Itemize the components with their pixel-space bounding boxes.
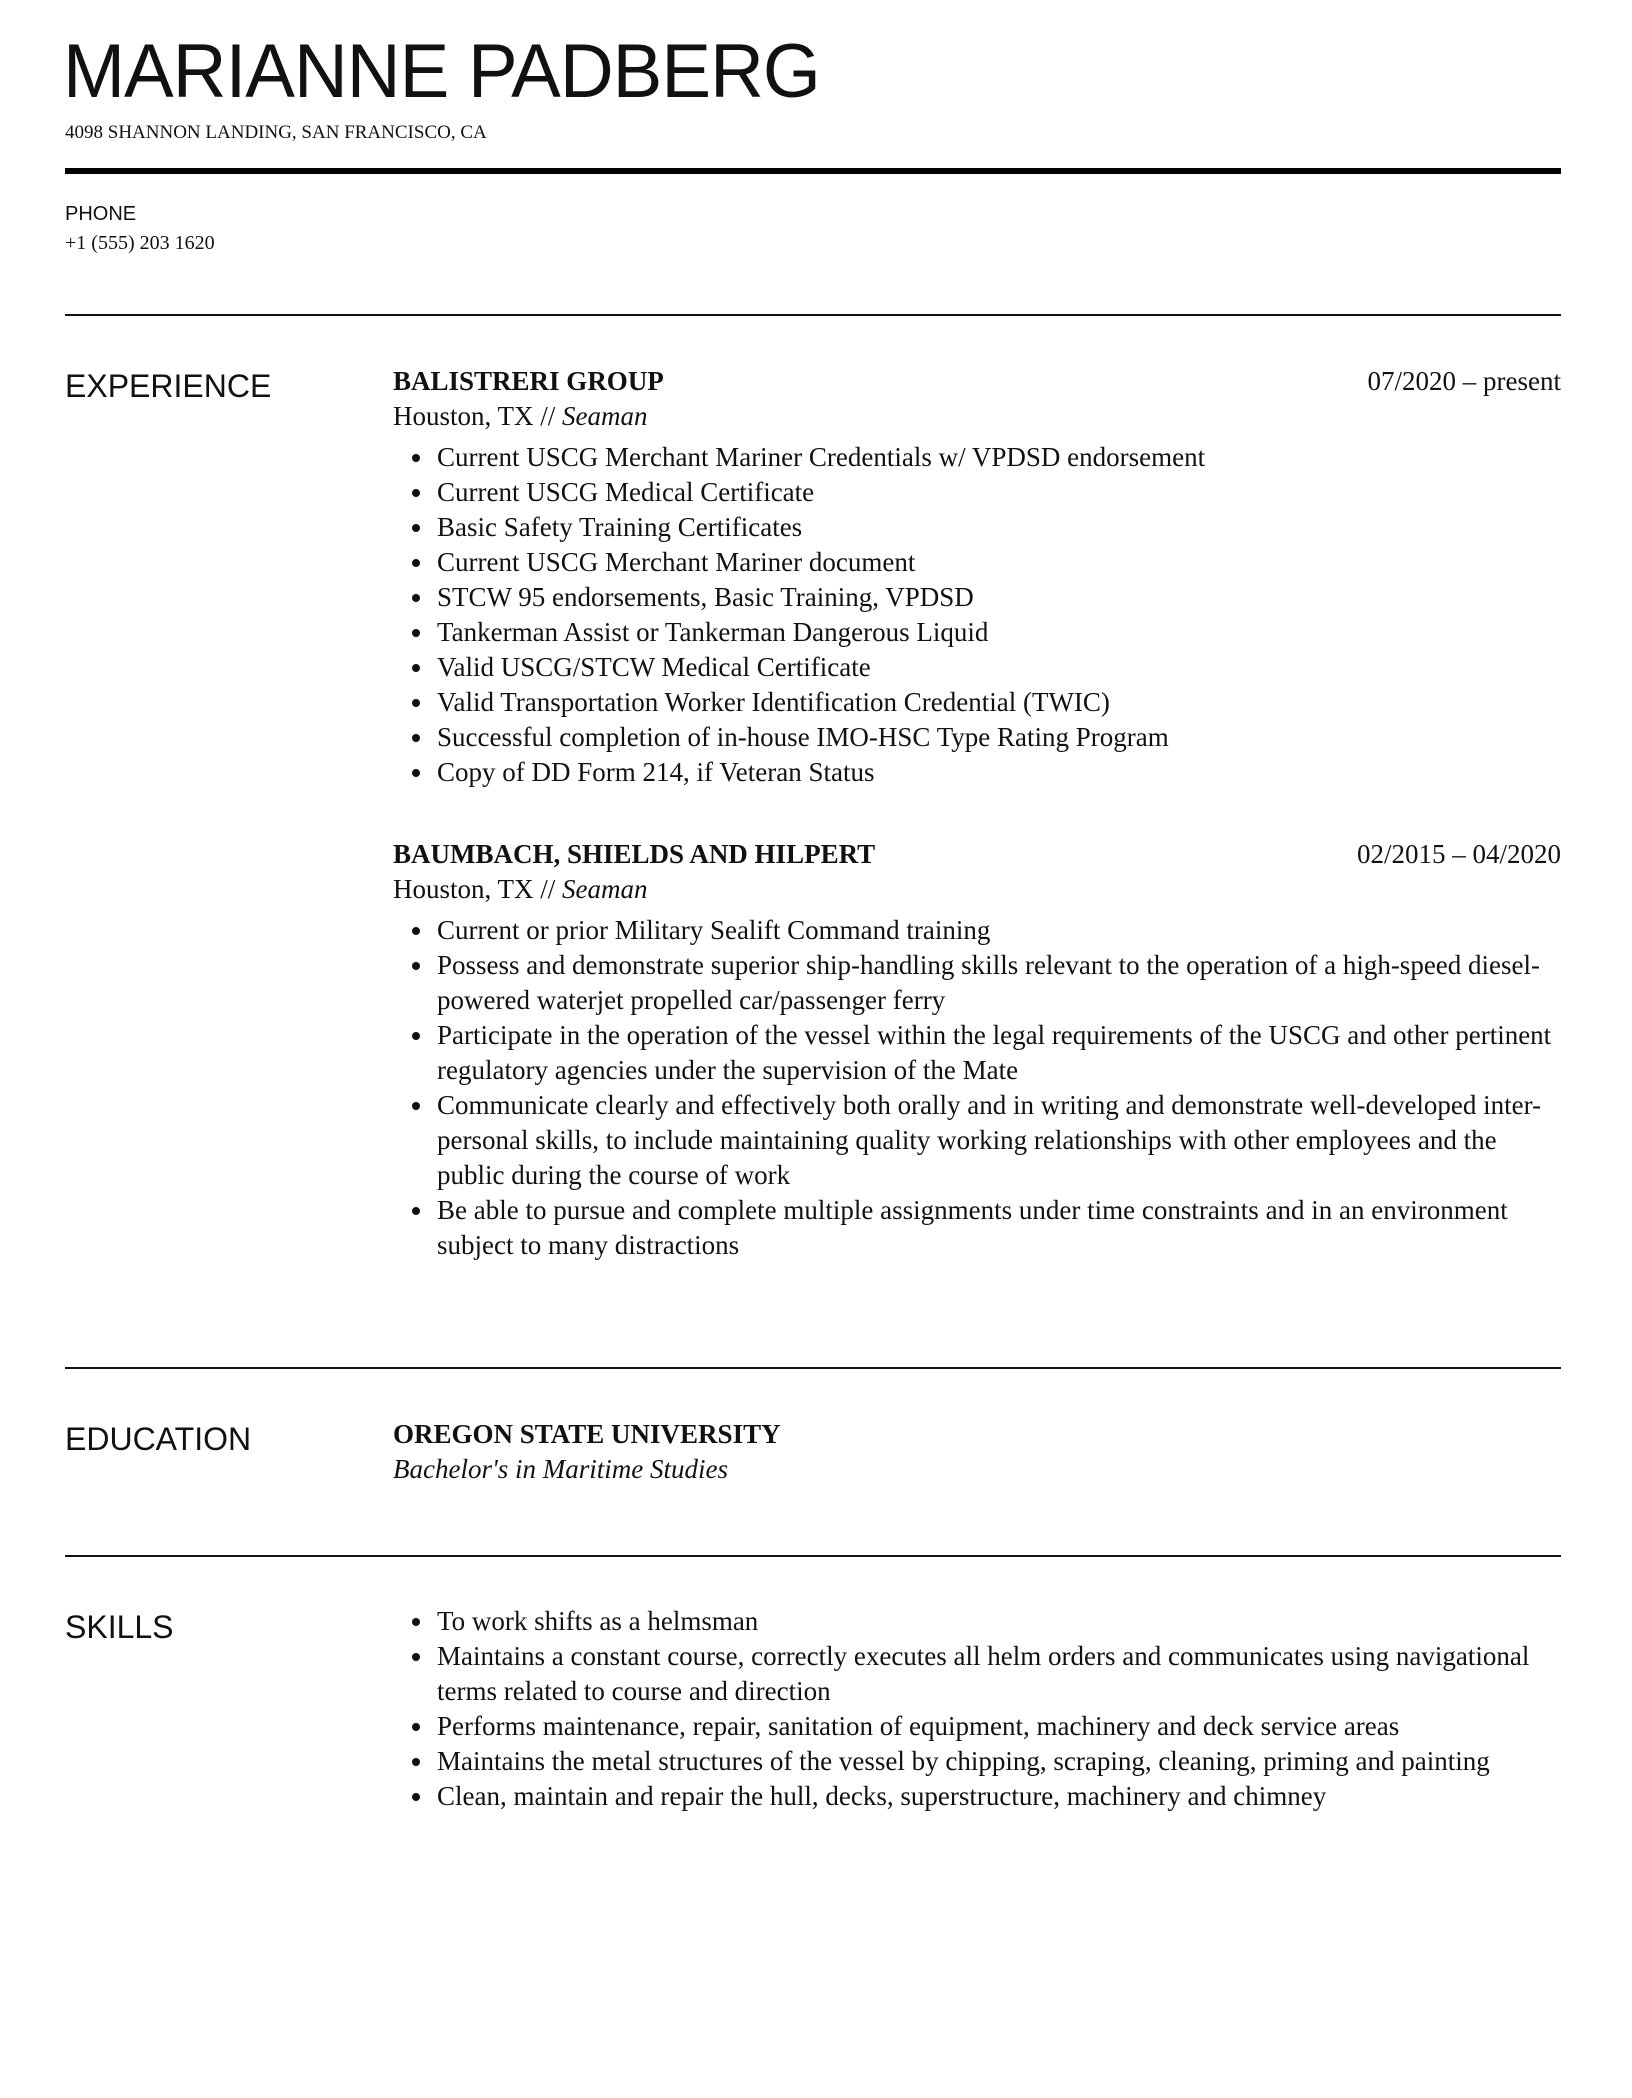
job-role: Seaman <box>562 874 648 904</box>
bullet-item: • Be able to pursue and complete multiple assignments under time constraints and in an environment subject to many distractions <box>435 1193 1561 1263</box>
section-divider <box>65 1555 1561 1557</box>
experience-heading: EXPERIENCE <box>65 368 272 404</box>
bullet-item: • Possess and demonstrate superior ship-handling skills relevant to the operation of a high-speed diesel-powered waterjet propelled car/passenger ferry <box>435 948 1561 1018</box>
job-bullets <box>393 913 1561 1263</box>
bullet-item: • Current USCG Merchant Mariner document <box>435 545 1561 580</box>
bullet-item: • Current USCG Medical Certificate <box>435 475 1561 510</box>
bullet-item: • Current USCG Merchant Mariner Credentials w/ VPDSD endorsement <box>435 440 1561 475</box>
phone-value: +1 (555) 203 1620 <box>65 232 215 254</box>
job-role: Seaman <box>562 401 648 431</box>
job-entry <box>393 837 1561 1263</box>
separator: // <box>533 401 563 431</box>
job-location: Houston, TX <box>393 401 534 431</box>
education-heading: EDUCATION <box>65 1421 252 1457</box>
section-divider <box>65 314 1561 316</box>
job-location-role <box>393 399 1561 434</box>
phone-label: PHONE <box>65 203 137 225</box>
bullet-item: • STCW 95 endorsements, Basic Training, VPDSD <box>435 580 1561 615</box>
bullet-item: • Basic Safety Training Certificates <box>435 510 1561 545</box>
skill-item: • To work shifts as a helmsman <box>435 1604 1561 1639</box>
bullet-item: • Tankerman Assist or Tankerman Dangerous Liquid <box>435 615 1561 650</box>
job-header <box>393 364 1561 399</box>
bullet-item: • Participate in the operation of the vessel within the legal requirements of the USCG and other pertinent regulatory agencies under the supervision of the Mate <box>435 1018 1561 1088</box>
bullet-item: • Successful completion of in-house IMO-HSC Type Rating Program <box>435 720 1561 755</box>
skill-item: • Clean, maintain and repair the hull, decks, superstructure, machinery and chimney <box>435 1779 1561 1814</box>
section-divider <box>65 1367 1561 1369</box>
address: 4098 SHANNON LANDING, SAN FRANCISCO, CA <box>65 122 487 143</box>
job-header <box>393 837 1561 872</box>
skills-list <box>393 1604 1561 1814</box>
job-location-role <box>393 872 1561 907</box>
experience-list <box>393 364 1561 1263</box>
job-bullets <box>393 440 1561 790</box>
job-entry <box>393 364 1561 790</box>
job-location: Houston, TX <box>393 874 534 904</box>
job-dates: 07/2020 – present <box>1367 366 1561 396</box>
skill-item: • Maintains the metal structures of the vessel by chipping, scraping, cleaning, priming and painting <box>435 1744 1561 1779</box>
bullet-item: • Communicate clearly and effectively both orally and in writing and demonstrate well-developed inter-personal skills, to include maintaining quality working relationships with other employees and the public during the course of work <box>435 1088 1561 1193</box>
header-divider <box>65 168 1561 174</box>
skill-item: • Performs maintenance, repair, sanitation of equipment, machinery and deck service areas <box>435 1709 1561 1744</box>
bullet-item: • Valid USCG/STCW Medical Certificate <box>435 650 1561 685</box>
company-name: BAUMBACH, SHIELDS AND HILPERT <box>393 839 876 869</box>
skills-heading: SKILLS <box>65 1609 174 1645</box>
company-name: BALISTRERI GROUP <box>393 366 664 396</box>
skill-item: • Maintains a constant course, correctly executes all helm orders and communicates using navigational terms related to course and direction <box>435 1639 1561 1709</box>
education-entry <box>393 1417 1561 1487</box>
job-dates: 02/2015 – 04/2020 <box>1356 839 1561 869</box>
school-name: OREGON STATE UNIVERSITY <box>393 1419 781 1449</box>
bullet-item: • Copy of DD Form 214, if Veteran Status <box>435 755 1561 790</box>
bullet-item: • Current or prior Military Sealift Command training <box>435 913 1561 948</box>
bullet-item: • Valid Transportation Worker Identification Credential (TWIC) <box>435 685 1561 720</box>
separator: // <box>533 874 563 904</box>
candidate-name: MARIANNE PADBERG <box>63 29 820 114</box>
degree: Bachelor's in Maritime Studies <box>393 1454 728 1484</box>
